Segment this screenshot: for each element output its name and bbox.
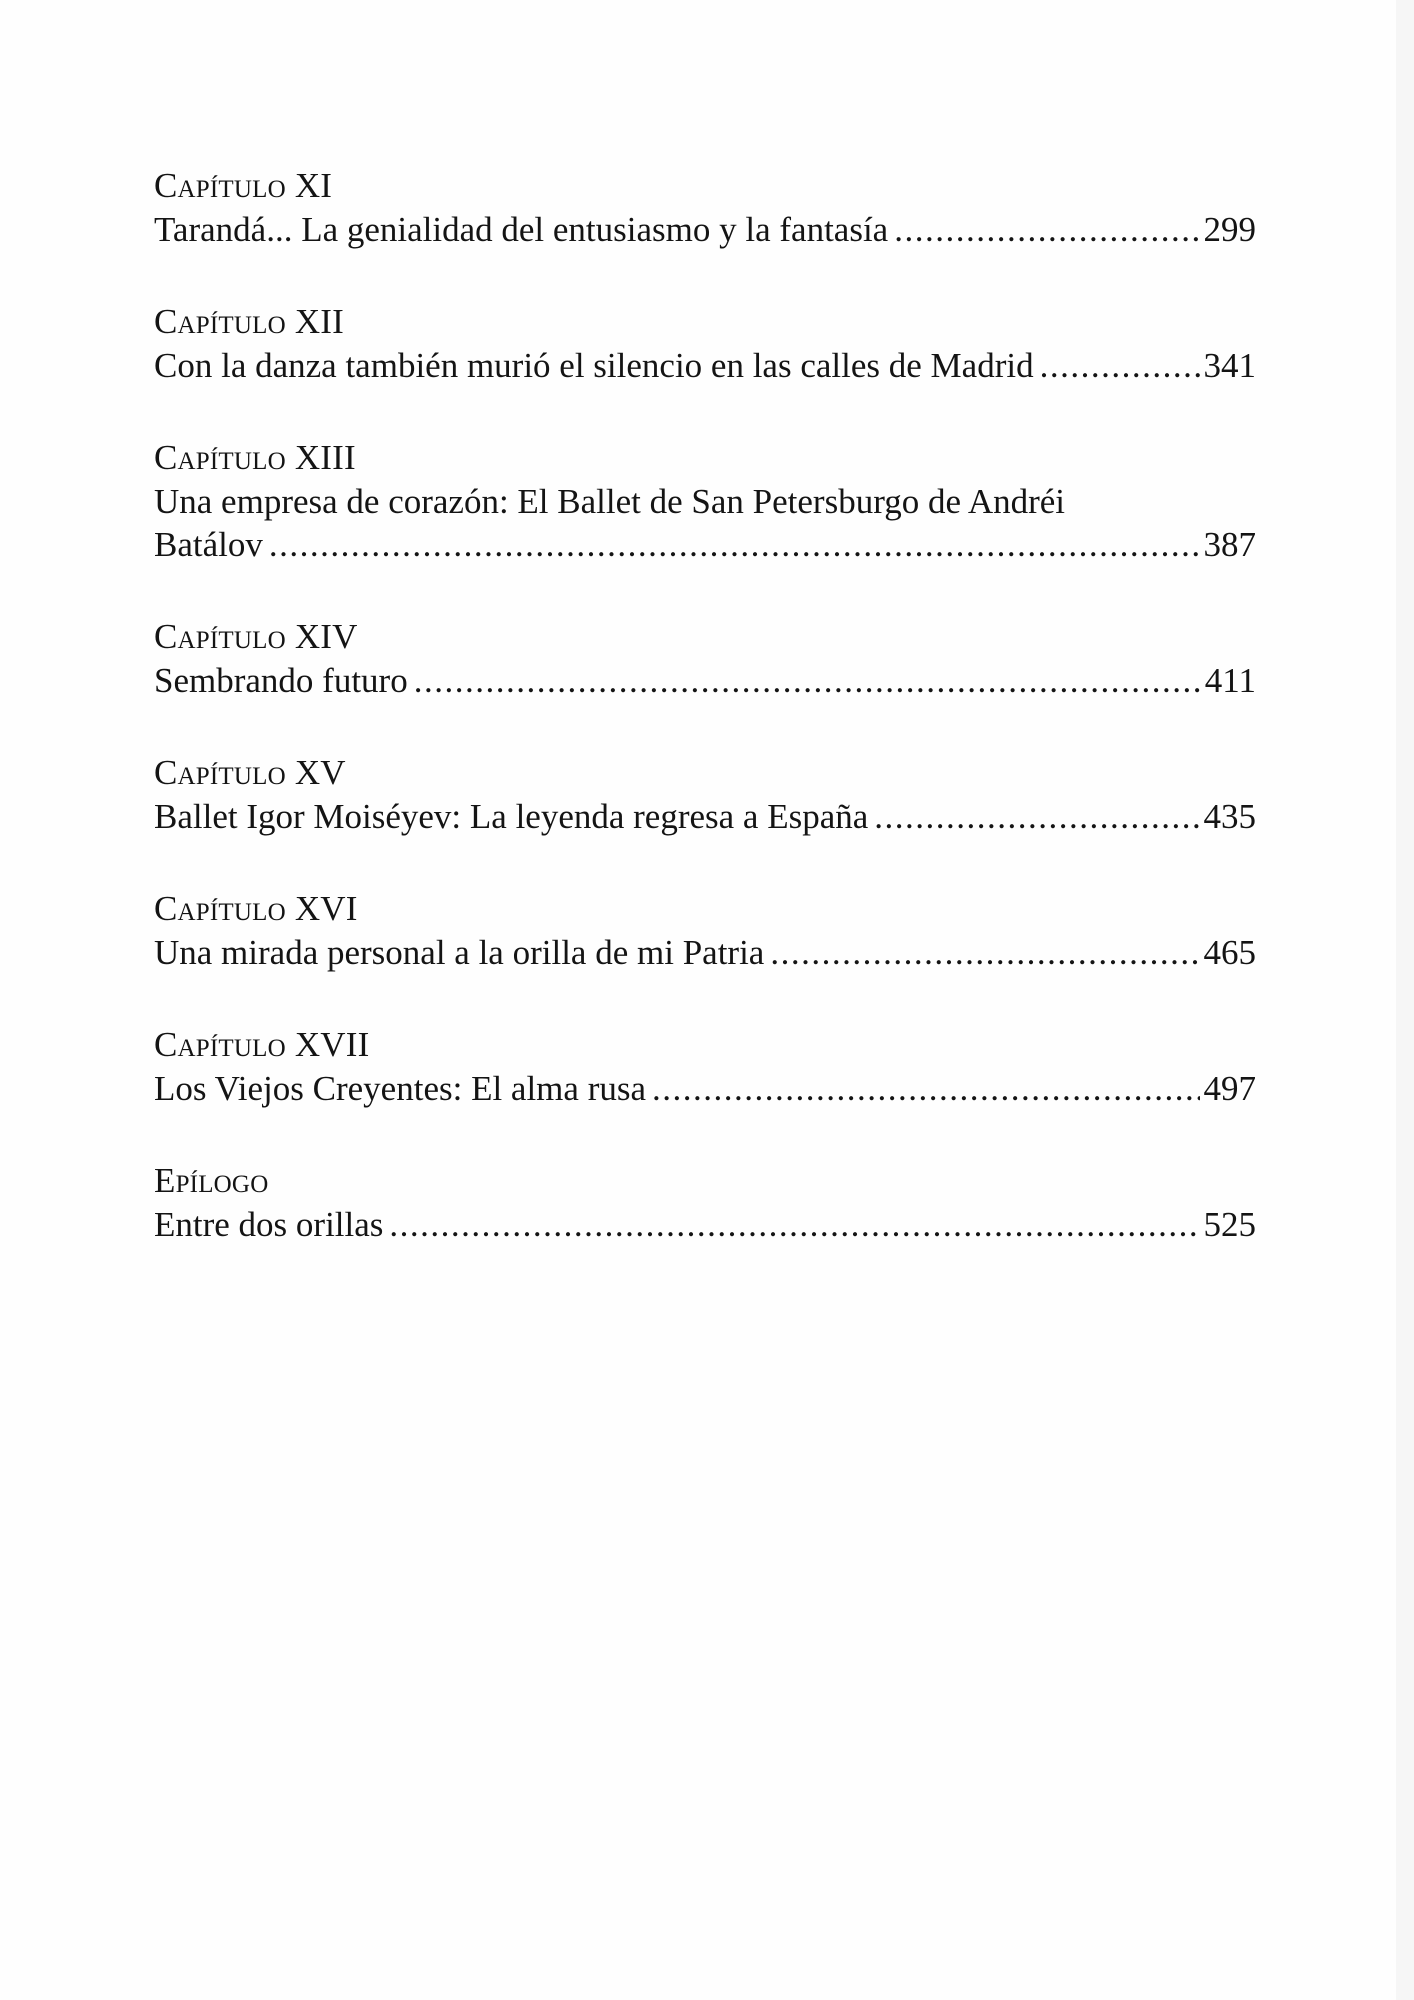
toc-line[interactable] xyxy=(154,659,1256,703)
dot-leader xyxy=(414,659,1201,703)
toc-entry[interactable] xyxy=(154,1023,1256,1111)
toc-line[interactable] xyxy=(154,208,1256,252)
toc-line[interactable] xyxy=(154,1203,1256,1247)
chapter-title: Tarandá... La genialidad del entusiasmo y la fantasía xyxy=(154,210,889,249)
page-number: 299 xyxy=(1203,210,1256,249)
page-number: 435 xyxy=(1203,797,1256,836)
dot-leader xyxy=(770,931,1199,975)
dot-leader xyxy=(1040,344,1200,388)
chapter-title: Sembrando futuro xyxy=(154,661,408,700)
dot-leader xyxy=(389,1203,1199,1247)
chapter-title-line1: Una empresa de corazón: El Ballet de San Petersburgo de Andréi xyxy=(154,482,1066,521)
page-number: 411 xyxy=(1204,661,1256,700)
toc-line[interactable] xyxy=(154,795,1256,839)
toc-line[interactable] xyxy=(154,1067,1256,1111)
chapter-label: Capítulo XI xyxy=(154,166,333,205)
chapter-label: Capítulo XIV xyxy=(154,617,358,656)
chapter-label: Capítulo XVII xyxy=(154,1025,370,1064)
page-number: 497 xyxy=(1203,1069,1256,1108)
dot-leader xyxy=(874,795,1199,839)
chapter-title: Entre dos orillas xyxy=(154,1205,384,1244)
toc-entry[interactable] xyxy=(154,436,1256,567)
toc-entry[interactable] xyxy=(154,751,1256,839)
page-number: 341 xyxy=(1203,346,1256,385)
chapter-title-line2: Batálov xyxy=(154,525,263,564)
toc-entry[interactable] xyxy=(154,300,1256,388)
page-number: 465 xyxy=(1203,933,1256,972)
dot-leader xyxy=(652,1067,1200,1111)
chapter-title: Con la danza también murió el silencio en las calles de Madrid xyxy=(154,346,1034,385)
toc-line[interactable] xyxy=(154,931,1256,975)
page-number: 387 xyxy=(1203,525,1256,564)
toc-entry[interactable] xyxy=(154,887,1256,975)
table-of-contents xyxy=(154,164,1256,1295)
chapter-label: Capítulo XIII xyxy=(154,438,356,477)
chapter-label: Capítulo XVI xyxy=(154,889,358,928)
chapter-label: Capítulo XV xyxy=(154,753,346,792)
dot-leader xyxy=(894,208,1199,252)
epilogue-label: Epílogo xyxy=(154,1161,269,1200)
page-number: 525 xyxy=(1203,1205,1256,1244)
toc-entry[interactable] xyxy=(154,164,1256,252)
toc-entry[interactable] xyxy=(154,615,1256,703)
chapter-label: Capítulo XII xyxy=(154,302,345,341)
dot-leader xyxy=(269,523,1200,567)
chapter-title: Los Viejos Creyentes: El alma rusa xyxy=(154,1069,646,1108)
toc-line[interactable] xyxy=(154,523,1256,567)
page-edge-strip xyxy=(1396,0,1414,2000)
toc-line[interactable] xyxy=(154,344,1256,388)
chapter-title: Una mirada personal a la orilla de mi Patria xyxy=(154,933,765,972)
toc-entry[interactable] xyxy=(154,1159,1256,1247)
chapter-title: Ballet Igor Moiséyev: La leyenda regresa a España xyxy=(154,797,869,836)
